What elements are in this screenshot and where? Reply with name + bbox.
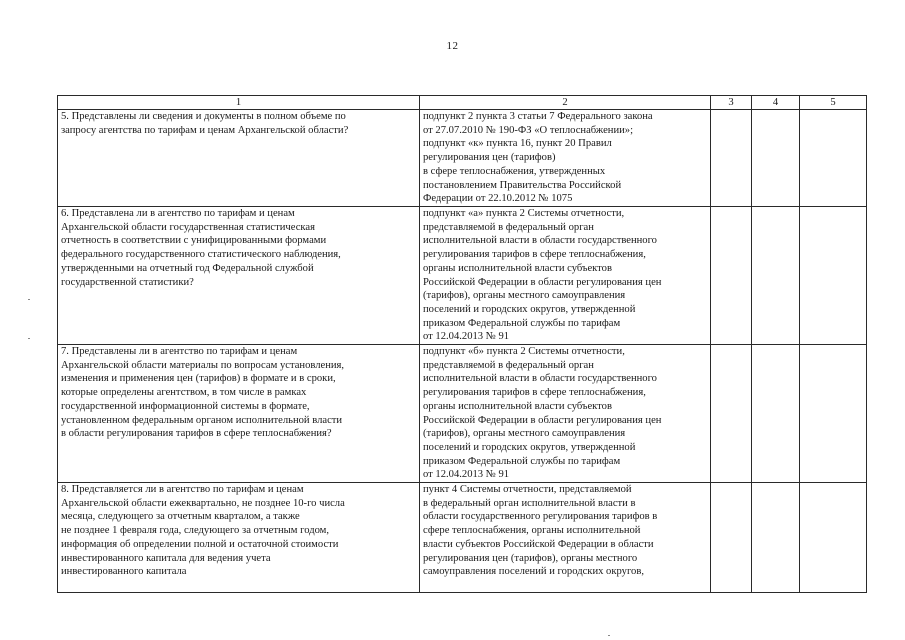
- answer-cell-4: [752, 207, 800, 345]
- reference-cell: [420, 110, 711, 207]
- reference-cell: [420, 345, 711, 483]
- reference-text: подпункт 2 пункта 3 статьи 7 Федерального закона от 27.07.2010 № 190-ФЗ «О теплоснабжении»; подпункт «к» пункта 16, пункт 20 Правил регулирования цен (тарифов) в сфере теплоснабжения, утвержденных постановлением Правительства Российской Федерации от 22.10.2012 № 1075: [423, 111, 653, 205]
- table-row: [58, 483, 867, 593]
- question-cell: [58, 207, 420, 345]
- scan-speck: [608, 635, 610, 636]
- reference-cell: [420, 207, 711, 345]
- page-number: 12: [446, 40, 459, 52]
- answer-cell-4: [752, 483, 800, 593]
- reference-cell: [420, 483, 711, 593]
- question-cell: [58, 110, 420, 207]
- answer-cell-5: [800, 483, 867, 593]
- answer-cell-3: [711, 110, 752, 207]
- table-header-row: [58, 96, 867, 110]
- column-header-5: 5: [800, 96, 867, 110]
- answer-cell-3: [711, 207, 752, 345]
- answer-cell-5: [800, 110, 867, 207]
- answer-cell-3: [711, 483, 752, 593]
- reference-text: пункт 4 Системы отчетности, представляемой в федеральный орган исполнительной власти в области государственного регулирования тарифов в сфере теплоснабжения, органы исполнительной власти субъектов Российской Федерации в области регулирования цен (тарифов), органы местного самоуправления поселений и городских округов,: [423, 484, 658, 578]
- column-header-2: 2: [420, 96, 711, 110]
- scan-speck: [28, 338, 30, 339]
- answer-cell-5: [800, 345, 867, 483]
- table-row: [58, 207, 867, 345]
- reference-text: подпункт «б» пункта 2 Системы отчетности, представляемой в федеральный орган исполнительной власти в области государственного регулирования тарифов в сфере теплоснабжения, органы исполнительной власти субъектов Российской Федерации в области регулирования цен (тарифов), органы местного самоуправления поселений и городских округов, утвержденной приказом Федеральной службы по тарифам от 12.04.2013 № 91: [423, 346, 662, 481]
- question-text: 7. Представлены ли в агентство по тарифам и ценам Архангельской области материалы по вопросам установления, изменения и применения цен (тарифов) в формате и в сроки, которые определены агентством, в том числе в рамках государственной информационной системы в формате, установленном федеральным органом исполнительной власти в области регулирования тарифов в сфере теплоснабжения?: [61, 346, 345, 440]
- table-row: [58, 345, 867, 483]
- question-cell: [58, 483, 420, 593]
- column-header-1: 1: [58, 96, 420, 110]
- answer-cell-5: [800, 207, 867, 345]
- answer-cell-3: [711, 345, 752, 483]
- answer-cell-4: [752, 110, 800, 207]
- table-row: [58, 110, 867, 207]
- column-header-4: 4: [752, 96, 800, 110]
- question-cell: [58, 345, 420, 483]
- scan-speck: [28, 299, 30, 300]
- checklist-table: [57, 95, 867, 593]
- reference-text: подпункт «а» пункта 2 Системы отчетности, представляемой в федеральный орган исполнительной власти в области государственного регулирования тарифов в сфере теплоснабжения, органы исполнительной власти субъектов Российской Федерации в области регулирования цен (тарифов), органы местного самоуправления поселений и городских округов, утвержденной приказом Федеральной службы по тарифам от 12.04.2013 № 91: [423, 208, 662, 343]
- answer-cell-4: [752, 345, 800, 483]
- column-header-3: 3: [711, 96, 752, 110]
- question-text: 5. Представлены ли сведения и документы в полном объеме по запросу агентства по тарифам и ценам Архангельской области?: [61, 111, 349, 136]
- question-text: 8. Представляется ли в агентство по тарифам и ценам Архангельской области ежеквартально, не позднее 10-го числа месяца, следующего за отчетным кварталом, а также не позднее 1 февраля года, следующего за отчетным годом, информация об определении полной и остаточной стоимости инвестированного капитала для ведения учета инвестированного капитала: [61, 484, 345, 578]
- question-text: 6. Представлена ли в агентство по тарифам и ценам Архангельской области государственная статистическая отчетность в соответствии с унифицированными формами федерального государственного статистического наблюдения, утвержденными на отчетный год Федеральной службой государственной статистики?: [61, 208, 341, 288]
